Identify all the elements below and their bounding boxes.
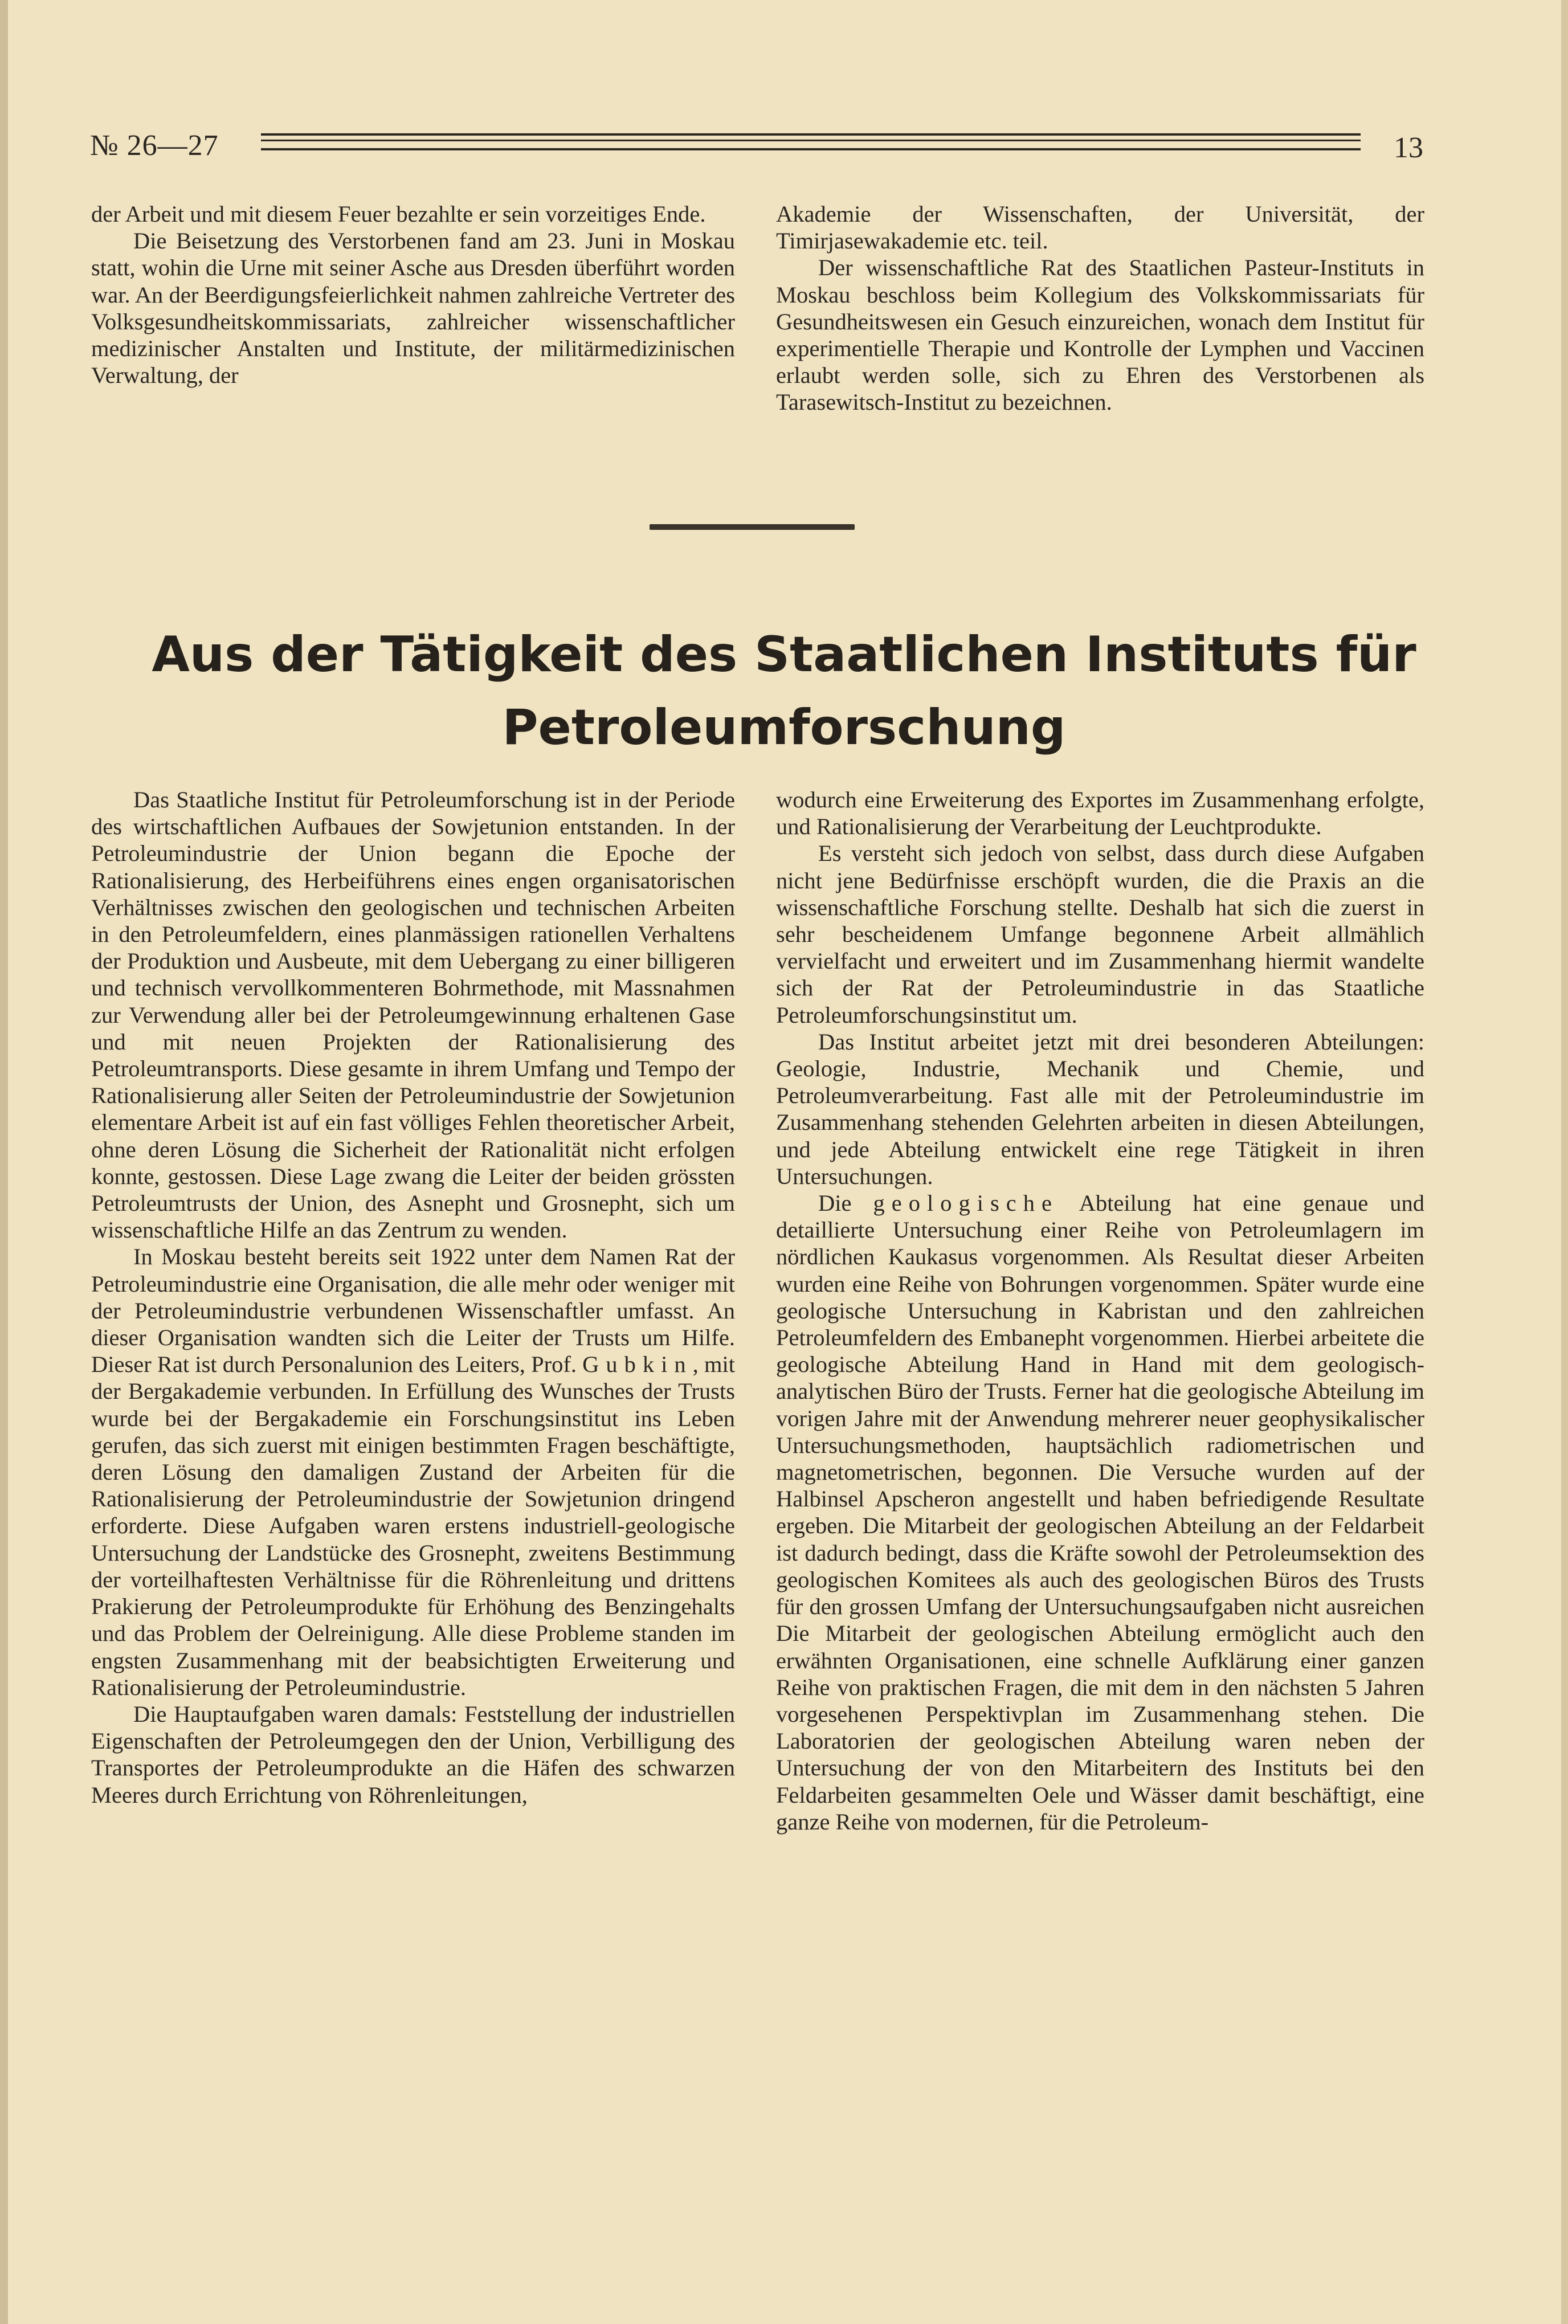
- person-name: Gubkin: [582, 1351, 693, 1378]
- article-right-column: [776, 786, 1424, 1835]
- paragraph-text: , mit der Bergakademie verbunden. In Erfüllung des Wunsches der Trusts wurde bei der Bergakademie ein Forschungsinstitut ins Leben gerufen, das sich zuerst mit einigen bestimmten Fragen beschäftigte, deren Lösung den damaligen Zustand der Arbeiten für die Rationalisierung der Petroleumindustrie der Sowjetunion dringend erforderte. Diese Aufgaben waren erstens industriell-geologische Untersuchung der Landstücke des Grosnepht, zweitens Bestimmung der vorteilhaftesten Verhältnisse für die Röhrenleitung und drittens Prakierung der Petroleumprodukte für Erhöhung des Benzingehalts und das Problem der Oelreinigung. Alle diese Probleme standen im engsten Zusammenhang mit der beabsichtigten Erweiterung und Rationalisierung der Petroleumindustrie.: [91, 1351, 736, 1700]
- paragraph: Es versteht sich jedoch von selbst, dass durch diese Aufgaben nicht jene Bedürfnisse erschöpft wurden, die die Praxis an die wissenschaftliche Forschung stellte. Deshalb hat sich die zuerst in sehr bescheidenem Umfange begonnene Arbeit allmählich vervielfacht und erweitert und im Zusammenhang hiermit wandelte sich der Rat der Petroleumindustrie in das Staatliche Petroleumforschungsinstitut um.: [776, 840, 1424, 1028]
- paragraph-text: Abteilung hat eine genaue und detaillierte Untersuchung einer Reihe von Petroleumlagern im nördlichen Kaukasus vorgenommen. Als Resultat dieser Arbeiten wurden eine Reihe von Bohrungen vorgenommen. Später wurde eine geologische Untersuchung in Kabristan und den zahlreichen Petroleumfeldern des Embanepht vorgenommen. Hierbei arbeitete die geologische Abteilung Hand in Hand mit dem geologisch-analytischen Büro der Trusts. Ferner hat die geologische Abteilung im vorigen Jahre mit der Anwendung mehrerer neuer geophysikalischer Untersuchungsmethoden, hauptsächlich radiometrischen und magnetometrischen, begonnen. Die Versuche wurden auf der Halbinsel Apscheron angestellt und haben befriedigende Resultate ergeben. Die Mitarbeit der geologischen Abteilung an der Feldarbeit ist dadurch bedingt, dass die Kräfte sowohl der Petroleumsektion des geologischen Komitees als auch des geologischen Büros des Trusts für den grossen Umfang der Untersuchungsaufgaben nicht ausreichen Die Mitarbeit der geologischen Abteilung ermöglicht auch den erwähnten Organisationen, eine schnelle Aufklärung einer ganzen Reihe von praktischen Fragen, die mit dem in den nächsten 5 Jahren vorgesehenen Perspektivplan im Zusammenhang stehen. Die Laboratorien der geologischen Abteilung waren neben der Untersuchung der von den Mitarbeitern des Instituts bei den Feldarbeiten gesammelten Oele und Wässer damit beschäftigt, eine ganze Reihe von modernen, für die Petroleum-: [776, 1190, 1425, 1835]
- top-left-column: [91, 201, 735, 389]
- article-left-column: [91, 786, 735, 1808]
- paragraph-text: In Moskau besteht bereits seit 1922 unter dem Namen Rat der Petroleumindustrie eine Organisation, die alle mehr oder weniger mit der Petroleumindustrie verbundenen Wissenschaftler umfasst. An dieser Organisation wandten sich die Leiter der Trusts um Hilfe. Dieser Rat ist durch Personalunion des Leiters, Prof.: [91, 1244, 735, 1378]
- emphasized-word: geologische: [873, 1190, 1059, 1216]
- running-header: [90, 125, 1423, 165]
- paragraph: [776, 1190, 1424, 1835]
- paragraph: der Arbeit und mit diesem Feuer bezahlte er sein vorzeitiges Ende.: [91, 201, 706, 227]
- paragraph: Die Hauptaufgaben waren damals: Feststellung der industriellen Eigenschaften der Petroleumgegen den der Union, Verbilligung des Transportes der Petroleumprodukte an die Häfen des schwarzen Meeres durch Errichtung von Röhrenleitungen,: [91, 1701, 735, 1808]
- article-title-line-2: Petroleumforschung: [502, 699, 1066, 756]
- header-rule: [261, 133, 1361, 150]
- paragraph: Die Beisetzung des Verstorbenen fand am 23. Juni in Moskau statt, wohin die Urne mit seiner Asche aus Dresden überführt worden war. An der Beerdigungsfeierlichkeit nahmen zahlreiche Vertreter des Volksgesundheitskommissariats, zahlreicher wissenschaftlicher medizinischer Anstalten und Institute, der militärmedizinischen Verwaltung, der: [91, 228, 735, 389]
- section-divider: [650, 524, 855, 530]
- paragraph: Das Staatliche Institut für Petroleumforschung ist in der Periode des wirtschaftlichen Aufbaues der Sowjetunion entstanden. In der Petroleumindustrie der Union begann die Epoche der Rationalisierung, des Herbeiführens eines engen organisatorischen Verhältnisses zwischen den geologischen und technischen Arbeiten in den Petroleumfeldern, eines planmässigen rationellen Verhaltens der Produktion und Ausbeute, mit dem Uebergang zu einer billigeren und technisch vervollkommenteren Bohrmethode, mit Massnahmen zur Verwendung aller bei der Petroleumgewinnung erhaltenen Gase und mit neuen Projekten der Rationalisierung des Petroleumtransports. Diese gesamte in ihrem Umfang und Tempo der Rationalisierung aller Seiten der Petroleumindustrie der Sowjetunion elementare Arbeit ist auf ein fast völliges Fehlen theoretischer Arbeit, ohne deren Lösung die Sicherheit der Rationalität nicht erfolgen konnte, gestossen. Diese Lage zwang die Leiter der beiden grössten Petroleumtrusts der Union, des Asnepht und Grosnepht, sich um wissenschaftliche Hilfe an das Zentrum zu wenden.: [91, 787, 735, 1243]
- paragraph: Das Institut arbeitet jetzt mit drei besonderen Abteilungen: Geologie, Industrie, Mechanik und Chemie, und Petroleumverarbeitung. Fast alle mit der Petroleumindustrie im Zusammenhang stehenden Gelehrten arbeiten in diesen Abteilungen, und jede Abteilung entwickelt eine rege Tätigkeit in ihren Untersuchungen.: [776, 1028, 1424, 1189]
- page-edge-left: [0, 0, 8, 2324]
- page-number: 13: [1394, 132, 1423, 164]
- article-title: [114, 618, 1454, 764]
- paragraph: [91, 1243, 735, 1700]
- paragraph: wodurch eine Erweiterung des Exportes im Zusammenhang erfolgte, und Rationalisierung der Verarbeitung der Leuchtprodukte.: [776, 787, 1424, 840]
- top-right-column: [776, 201, 1424, 416]
- issue-number: № 26—27: [90, 129, 219, 162]
- paragraph: Der wissenschaftliche Rat des Staatlichen Pasteur-Instituts in Moskau beschloss beim Kollegium des Volkskommissariats für Gesundheitswesen ein Gesuch einzureichen, wonach dem Institut für experimentielle Therapie und Kontrolle der Lymphen und Vaccinen erlaubt werden solle, sich zu Ehren des Verstorbenen als Tarasewitsch-Institut zu bezeichnen.: [776, 255, 1424, 415]
- paragraph-text: Die: [818, 1190, 852, 1216]
- article-title-line-1: Aus der Tätigkeit des Staatlichen Instituts für: [152, 626, 1416, 683]
- page-edge-right: [1561, 0, 1568, 2324]
- paragraph: Akademie der Wissenschaften, der Universität, der Timirjasewakademie etc. teil.: [776, 201, 1424, 254]
